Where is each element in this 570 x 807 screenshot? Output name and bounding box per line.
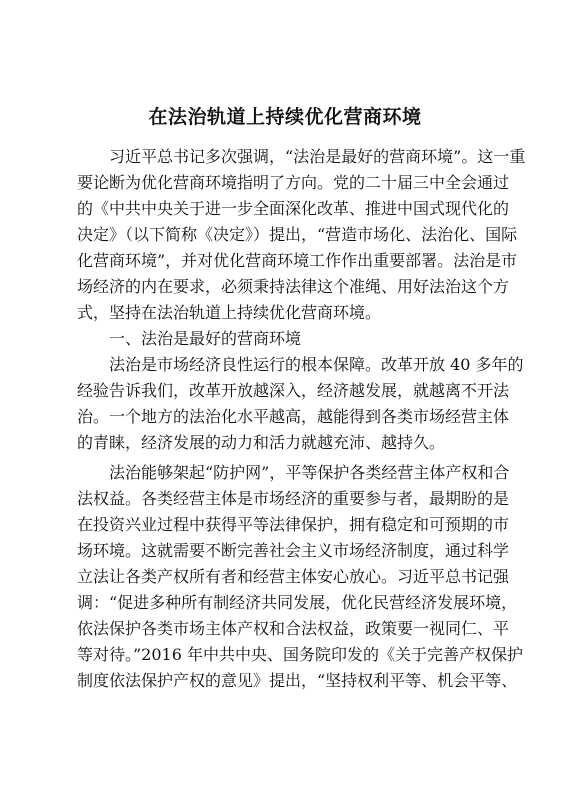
text-line: 式，坚持在法治轨道上持续优化营商环境。: [77, 303, 382, 322]
text-line: 场环境。这就需要不断完善社会主义市场经济制度，通过科学: [77, 541, 510, 560]
text-line: 立法让各类产权所有者和经营主体安心放心。习近平总书记强: [77, 567, 510, 586]
text-line: 要论断为优化营商环境指明了方向。党的二十届三中全会通过: [77, 173, 510, 192]
text-line: 法治能够架起“防护网”，平等保护各类经营主体产权和合: [77, 463, 510, 482]
text-line: 法权益。各类经营主体是市场经济的重要参与者，最期盼的是: [77, 489, 510, 508]
text-line: 的《中共中央关于进一步全面深化改革、推进中国式现代化的: [77, 199, 510, 218]
text-line: 的青睐，经济发展的动力和活力就越充沛、越持久。: [77, 433, 446, 452]
text-line: 等对待。”2016 年中共中央、国务院印发的《关于完善产权保护: [77, 645, 523, 664]
text-line: 在投资兴业过程中获得平等法律保护，拥有稳定和可预期的市: [77, 515, 510, 534]
text-line: 习近平总书记多次强调，“法治是最好的营商环境”。这一重: [77, 147, 526, 166]
text-line: 依法保护各类市场主体产权和合法权益，政策要一视同仁、平: [77, 619, 510, 638]
text-line: 调：“促进多种所有制经济共同发展，优化民营经济发展环境，: [77, 593, 518, 612]
text-line: 决定》（以下简称《决定》）提出，“营造市场化、法治化、国际: [77, 225, 518, 244]
text-line: 治。一个地方的法治化水平越高，越能得到各类市场经营主体: [77, 407, 510, 426]
text-line: 经验告诉我们，改革开放越深入，经济越发展，就越离不开法: [77, 381, 510, 400]
text-line: 化营商环境”，并对优化营商环境工作作出重要部署。法治是市: [77, 251, 518, 270]
text-line: 法治是市场经济良性运行的根本保障。改革开放 40 多年的: [77, 355, 524, 374]
section-heading: 一、法治是最好的营商环境: [77, 329, 302, 348]
document-title: 在法治轨道上持续优化营商环境: [148, 106, 422, 128]
text-line: 制度依法保护产权的意见》提出，“坚持权利平等、机会平等、: [77, 671, 518, 690]
text-line: 场经济的内在要求，必须秉持法律这个准绳、用好法治这个方: [77, 277, 510, 296]
